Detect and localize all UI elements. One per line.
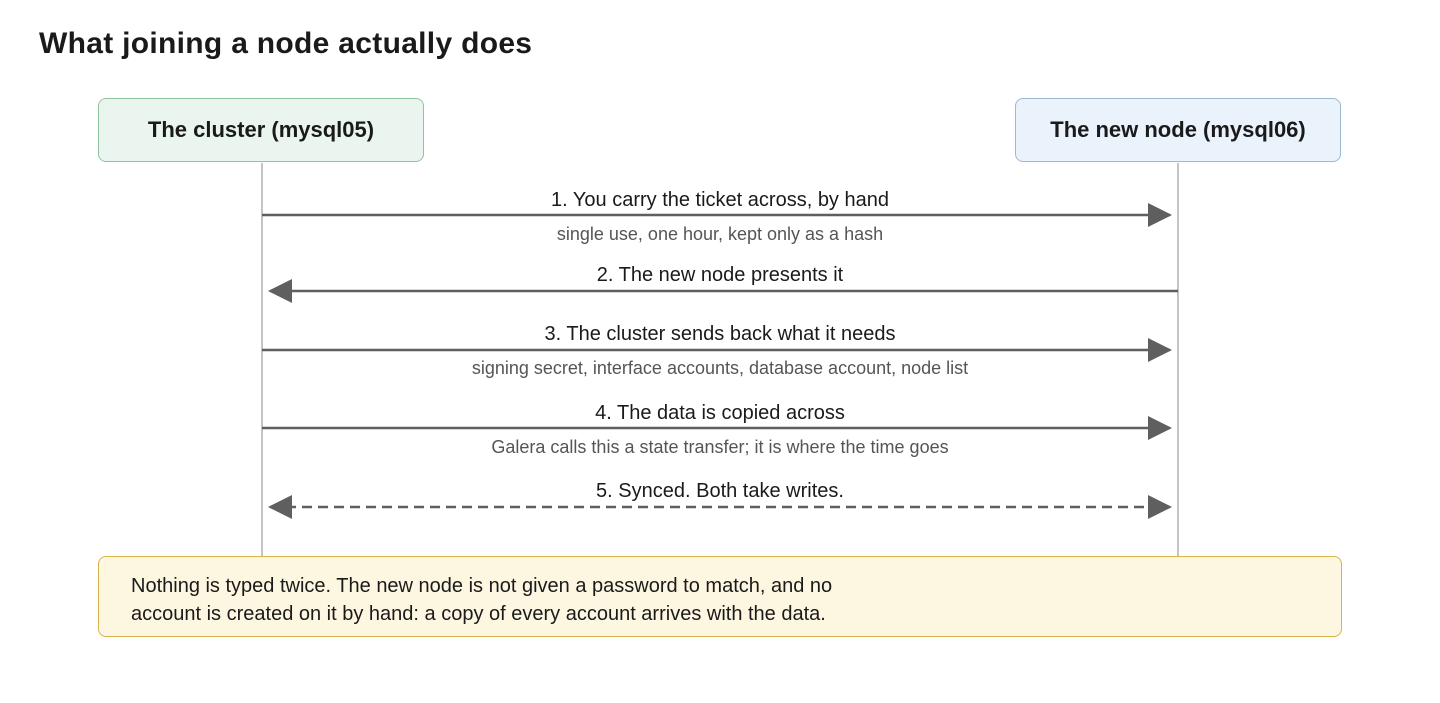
message-3 xyxy=(262,323,1170,378)
actor-cluster xyxy=(98,98,424,162)
message-label: 4. The data is copied across xyxy=(595,402,845,424)
actor-cluster-label: The cluster (mysql05) xyxy=(147,117,375,142)
message-1 xyxy=(262,189,1170,244)
message-note: signing secret, interface accounts, database account, node list xyxy=(471,358,969,378)
page-title: What joining a node actually does xyxy=(39,27,533,60)
footer-note xyxy=(98,556,1342,637)
actor-new-node-label: The new node (mysql06) xyxy=(1050,117,1306,142)
message-label: 1. You carry the ticket across, by hand xyxy=(551,189,889,211)
message-4 xyxy=(262,402,1170,457)
message-label: 5. Synced. Both take writes. xyxy=(596,480,844,502)
message-5 xyxy=(270,480,1170,507)
message-2 xyxy=(270,264,1178,291)
message-label: 3. The cluster sends back what it needs xyxy=(544,323,896,345)
message-label: 2. The new node presents it xyxy=(596,264,844,286)
actor-new-node xyxy=(1015,98,1341,162)
message-note: Galera calls this a state transfer; it is where the time goes xyxy=(491,437,949,457)
footer-note-text: Nothing is typed twice. The new node is not given a password to match, and no account is created on it by hand: a copy of every account arrives with the data. xyxy=(131,575,833,625)
message-note: single use, one hour, kept only as a hash xyxy=(556,224,884,244)
